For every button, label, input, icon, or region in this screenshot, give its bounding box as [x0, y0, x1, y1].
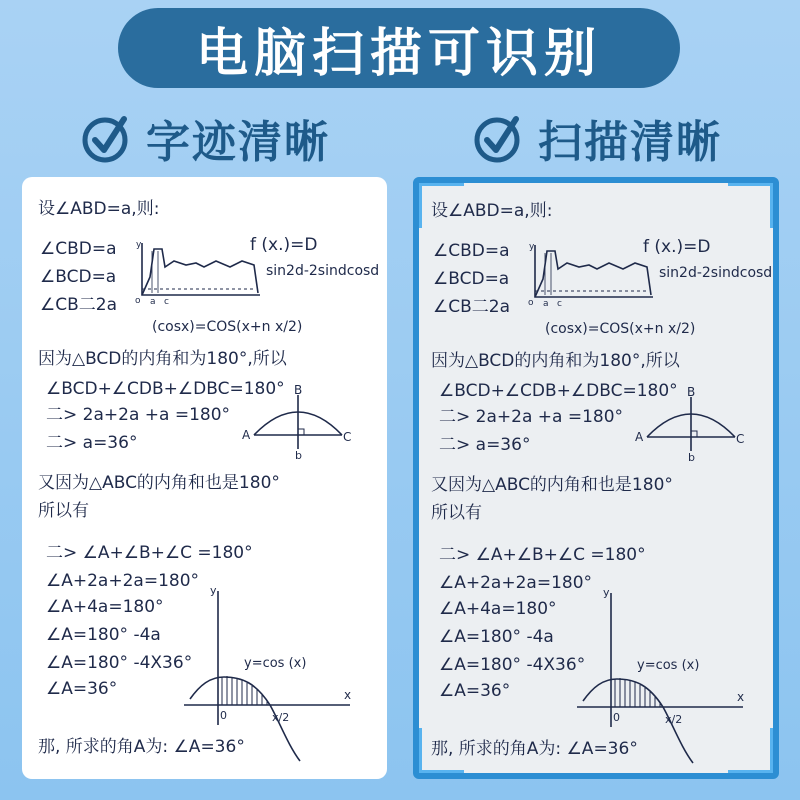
graph-label: 0	[613, 711, 620, 724]
note-line: 二> a=36°	[439, 435, 531, 455]
graph-label: x	[737, 690, 745, 704]
graph-label: a	[543, 299, 549, 307]
diagram-label: B	[294, 383, 303, 397]
note-line: ∠CBD=a	[433, 241, 510, 261]
graph-label: x	[344, 688, 352, 702]
note-line: ∠A+4a=180°	[439, 599, 557, 619]
scan-corner-marker	[728, 177, 779, 228]
banner-title: 电脑扫描可识别	[118, 8, 680, 88]
note-line: sin2d-2sindcosd	[266, 263, 380, 279]
note-line: (cosx)=COS(x+n x/2)	[152, 319, 303, 335]
diagram-label: C	[343, 430, 352, 444]
diagram-label: b	[295, 449, 302, 459]
graph-label: y	[529, 242, 535, 252]
note-line: 二> ∠A+∠B+∠C =180°	[439, 545, 646, 565]
note-line: ∠CBD=a	[40, 239, 117, 259]
graph-label: y=cos (x)	[244, 656, 307, 671]
graph-label: y	[210, 585, 217, 597]
note-line: ∠BCD=a	[40, 267, 117, 287]
diagram-label: A	[242, 428, 251, 442]
note-line: ∠A+2a+2a=180°	[439, 573, 593, 593]
note-line: ∠BCD+∠CDB+∠DBC=180°	[439, 381, 678, 401]
feature-label: 扫描清晰	[538, 117, 722, 168]
note-line: f (x.)=D	[250, 235, 318, 255]
note-line: 二> 2a+2a +a =180°	[46, 405, 231, 425]
note-line: ∠BCD+∠CDB+∠DBC=180°	[46, 379, 285, 399]
note-line: ∠CB二2a	[40, 295, 118, 315]
graph-label: o	[135, 296, 141, 305]
note-line: (cosx)=COS(x+n x/2)	[545, 321, 696, 337]
diagram-label: B	[687, 385, 696, 399]
note-line: 设∠ABD=a,则:	[38, 199, 160, 219]
note-line: 又因为△ABC的内角和也是180°	[38, 473, 280, 493]
graph-label: o	[528, 298, 534, 307]
note-line: 所以有	[431, 503, 482, 523]
note-line: 所以有	[38, 501, 89, 521]
note-line: sin2d-2sindcosd	[659, 265, 773, 281]
note-line: f (x.)=D	[643, 237, 711, 257]
diagram-label: C	[736, 432, 745, 446]
note-line: ∠A=180° -4a	[46, 625, 161, 645]
check-circle-icon	[78, 111, 132, 165]
note-line: 二> ∠A+∠B+∠C =180°	[46, 543, 253, 563]
note-line: ∠A=36°	[439, 681, 511, 701]
note-line: ∠A+2a+2a=180°	[46, 571, 200, 591]
graph-label: c	[164, 297, 169, 305]
note-line: ∠BCD=a	[433, 269, 510, 289]
note-line: 那, 所求的角A为: ∠A=36°	[38, 737, 245, 757]
graph-label: y	[136, 240, 142, 250]
arc-triangle-diagram	[240, 383, 356, 459]
curve-graph	[527, 239, 657, 307]
handwritten-note-scanned	[413, 177, 779, 779]
note-line: ∠A+4a=180°	[46, 597, 164, 617]
check-circle-icon	[470, 111, 524, 165]
note-line: ∠A=180° -4X36°	[46, 653, 193, 673]
note-line: 又因为△ABC的内角和也是180°	[431, 475, 673, 495]
graph-label: 0	[220, 709, 227, 722]
note-line: 二> a=36°	[46, 433, 138, 453]
graph-label: a	[150, 297, 156, 305]
diagram-label: A	[635, 430, 644, 444]
note-line: 因为△BCD的内角和为180°,所以	[431, 351, 680, 371]
feature-clear-handwriting	[78, 108, 330, 168]
handwritten-note-original	[22, 177, 387, 779]
feature-label: 字迹清晰	[146, 117, 330, 168]
diagram-label: b	[688, 451, 695, 461]
graph-label: c	[557, 299, 562, 307]
feature-clear-scan	[470, 108, 722, 168]
graph-label: y=cos (x)	[637, 658, 700, 673]
note-line: ∠A=180° -4X36°	[439, 655, 586, 675]
graph-label: y	[603, 587, 610, 599]
note-line: ∠CB二2a	[433, 297, 511, 317]
note-line: 因为△BCD的内角和为180°,所以	[38, 349, 287, 369]
note-line: 设∠ABD=a,则:	[431, 201, 553, 221]
arc-triangle-diagram	[633, 385, 749, 461]
curve-graph	[134, 237, 264, 305]
note-line: 二> 2a+2a +a =180°	[439, 407, 624, 427]
note-line: ∠A=36°	[46, 679, 118, 699]
note-line: ∠A=180° -4a	[439, 627, 554, 647]
graph-label: x/2	[665, 713, 683, 726]
graph-label: x/2	[272, 711, 290, 724]
note-line: 那, 所求的角A为: ∠A=36°	[431, 739, 638, 759]
